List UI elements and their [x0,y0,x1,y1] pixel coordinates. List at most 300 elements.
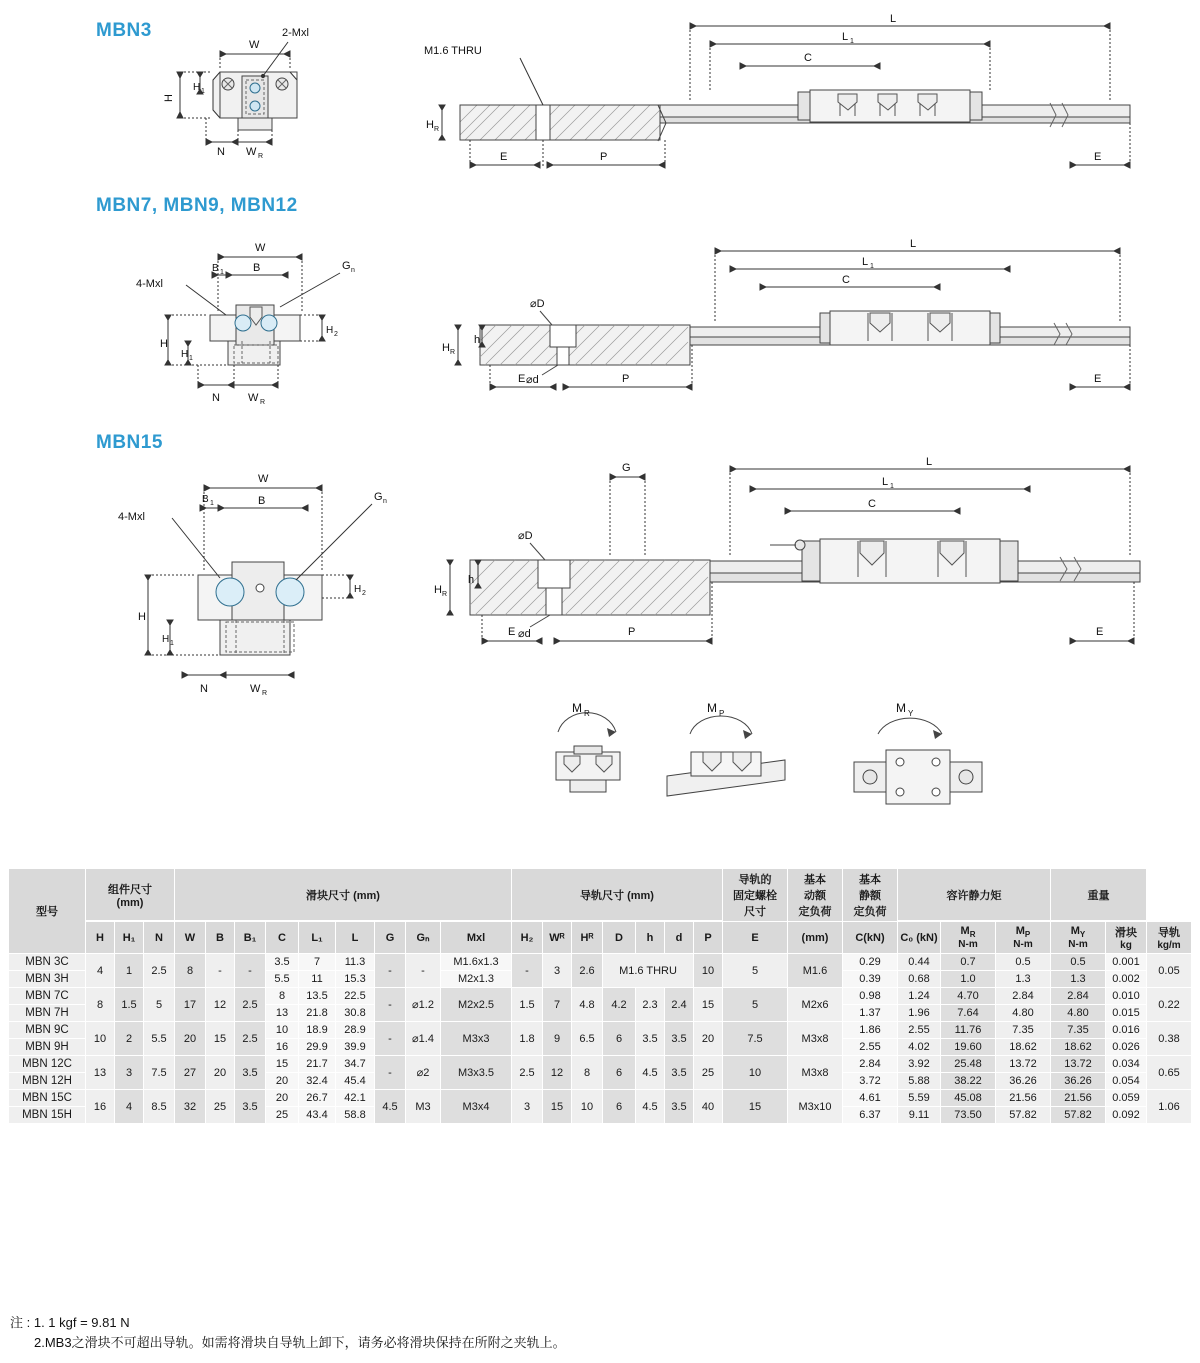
svg-text:E: E [1094,151,1102,163]
svg-text:H: H [138,611,146,623]
label-m16-thru: M1.6 THRU [424,45,482,57]
label-4mxl: 4-Mxl [136,278,163,290]
svg-text:H: H [442,342,450,354]
cell-L: 30.8 [336,1005,375,1022]
cell-Gn: ⌀1.4 [406,1022,441,1056]
cell-C: 15 [266,1056,299,1073]
cell-N: 5.5 [144,1022,175,1056]
cell-L1: 32.4 [299,1073,336,1090]
cell-model: MBN 15H [9,1107,86,1124]
svg-text:⌀D: ⌀D [518,530,533,542]
cell-Gn: - [406,954,441,988]
svg-text:L: L [926,456,933,468]
cell-c0-kn: 1.24 [898,988,941,1005]
cell-model: MBN 15C [9,1090,86,1107]
note-line-1: 注 : 1. 1 kgf = 9.81 N [10,1315,130,1330]
cell-bolt: M1.6 [788,954,843,988]
cell-HR: 8 [572,1056,603,1090]
svg-text:L: L [862,256,869,268]
svg-text:B: B [212,263,219,274]
col-d: d [665,922,694,954]
svg-text:B: B [258,495,266,507]
cell-model: MBN 7H [9,1005,86,1022]
cell-my: 0.5 [1051,954,1106,971]
cell-mr: 19.60 [941,1039,996,1056]
svg-text:H: H [326,325,334,336]
cell-B: 20 [206,1056,235,1090]
diagram-moment-my [830,690,1010,820]
cell-mp: 57.82 [996,1107,1051,1124]
cell-c-kn: 1.37 [843,1005,898,1022]
col-Gn: Gₙ [406,922,441,954]
cell-C: 25 [266,1107,299,1124]
note-line-2: 2.MB3之滑块不可超出导轨。如需将滑块自导轨上卸下，请务必将滑块保持在所附之夹轨上。 [34,1335,566,1350]
cell-c0-kn: 3.92 [898,1056,941,1073]
cell-c-kn: 4.61 [843,1090,898,1107]
cell-W: 8 [175,954,206,988]
cell-my: 36.26 [1051,1073,1106,1090]
svg-text:M: M [572,701,582,715]
cell-N: 7.5 [144,1056,175,1090]
cell-H2: 3 [512,1090,543,1124]
cell-my: 1.3 [1051,971,1106,988]
cell-L1: 43.4 [299,1107,336,1124]
cell-bolt: M3x8 [788,1056,843,1090]
cell-L1: 7 [299,954,336,971]
cell-L: 39.9 [336,1039,375,1056]
svg-text:H: H [162,634,170,645]
cell-WR: 9 [543,1022,572,1056]
cell-Mxl: M3x3 [441,1022,512,1056]
svg-text:E: E [508,626,516,638]
svg-text:H: H [434,584,442,596]
cell-C: 3.5 [266,954,299,971]
cell-D: 4.2 [603,988,636,1022]
cell-H2: 1.5 [512,988,543,1022]
svg-text:1: 1 [850,38,854,45]
svg-text:W: W [248,392,259,404]
cell-mr: 73.50 [941,1107,996,1124]
section-title-mbn3: MBN3 [96,20,152,41]
svg-text:n: n [351,267,355,274]
cell-c-kn: 6.37 [843,1107,898,1124]
svg-text:H: H [160,338,168,350]
label-2mxl: 2-Mxl [282,27,309,39]
cell-my: 2.84 [1051,988,1106,1005]
cell-model: MBN 12H [9,1073,86,1090]
col-HR: Hᴿ [572,922,603,954]
cell-mr: 1.0 [941,971,996,988]
svg-text:H: H [163,94,175,102]
table-header-row-1 [9,869,1192,921]
svg-text:C: C [868,498,876,510]
svg-text:R: R [262,690,268,697]
cell-bolt: M3x10 [788,1090,843,1124]
cell-H: 16 [86,1090,115,1124]
cell-block-weight: 0.001 [1106,954,1147,971]
notes-block [10,1313,566,1353]
cell-c0-kn: 1.96 [898,1005,941,1022]
svg-text:B: B [253,262,261,274]
col-h: h [636,922,665,954]
col-H: H [86,922,115,954]
svg-text:h: h [468,574,475,586]
cell-B1: 2.5 [235,988,266,1022]
cell-E: 5 [723,954,788,988]
cell-my: 13.72 [1051,1056,1106,1073]
cell-rail-weight: 1.06 [1147,1090,1192,1124]
cell-L1: 18.9 [299,1022,336,1039]
label-w: W [249,39,260,51]
cell-my: 21.56 [1051,1090,1106,1107]
diagram-moment-mr [520,690,660,820]
cell-block-weight: 0.016 [1106,1022,1147,1039]
svg-text:N: N [200,683,208,695]
cell-L: 11.3 [336,954,375,971]
cell-HR: 2.6 [572,954,603,988]
cell-mp: 13.72 [996,1056,1051,1073]
drawing-mbn15-side-view [430,455,1160,675]
svg-text:W: W [246,146,257,158]
cell-bolt: M2x6 [788,988,843,1022]
svg-text:N: N [212,392,220,404]
svg-text:⌀d: ⌀d [518,628,531,640]
col-L: L [336,922,375,954]
cell-block-weight: 0.010 [1106,988,1147,1005]
cell-Mxl: M3x3.5 [441,1056,512,1090]
cell-P: 25 [694,1056,723,1090]
cell-L: 22.5 [336,988,375,1005]
svg-text:1: 1 [189,355,193,362]
cell-model: MBN 9H [9,1039,86,1056]
cell-H1: 2 [115,1022,144,1056]
col-W: W [175,922,206,954]
cell-rail-weight: 0.05 [1147,954,1192,988]
svg-text:W: W [258,473,269,485]
col-H2: H₂ [512,922,543,954]
cell-C: 10 [266,1022,299,1039]
svg-text:P: P [719,709,725,718]
cell-c-kn: 3.72 [843,1073,898,1090]
cell-my: 18.62 [1051,1039,1106,1056]
cell-c0-kn: 2.55 [898,1022,941,1039]
svg-text:2: 2 [334,331,338,338]
col-mr: $M_R$ N-m [941,922,996,954]
svg-text:1: 1 [210,500,214,507]
svg-text:N: N [217,146,225,158]
svg-text:B: B [202,494,209,505]
svg-text:M: M [896,701,906,715]
table-row [9,1090,1192,1107]
table-row [9,988,1192,1005]
header-weight: 重量 [1051,869,1147,921]
cell-d: 2.4 [665,988,694,1022]
svg-text:P: P [600,151,608,163]
cell-C: 5.5 [266,971,299,988]
svg-text:1: 1 [890,483,894,490]
cell-mp: 2.84 [996,988,1051,1005]
cell-model: MBN 9C [9,1022,86,1039]
cell-L: 34.7 [336,1056,375,1073]
cell-C: 8 [266,988,299,1005]
cell-E: 10 [723,1056,788,1090]
cell-rail-weight: 0.22 [1147,988,1192,1022]
cell-mp: 36.26 [996,1073,1051,1090]
cell-c0-kn: 0.68 [898,971,941,988]
cell-P: 20 [694,1022,723,1056]
cell-B1: - [235,954,266,988]
svg-text:Y: Y [908,709,914,718]
cell-L1: 29.9 [299,1039,336,1056]
spec-table-wrapper [8,868,1192,1124]
svg-text:C: C [804,52,812,64]
cell-my: 57.82 [1051,1107,1106,1124]
cell-G: - [375,1056,406,1090]
cell-model: MBN 3C [9,954,86,971]
svg-text:h: h [474,334,481,346]
cell-H1: 3 [115,1056,144,1090]
cell-G: - [375,988,406,1022]
cell-WR: 15 [543,1090,572,1124]
cell-rail-weight: 0.65 [1147,1056,1192,1090]
svg-text:R: R [584,709,590,718]
svg-text:R: R [442,591,448,598]
svg-text:G: G [374,491,383,503]
header-rail-dim: 导轨尺寸 (mm) [512,869,723,921]
cell-Gn: ⌀1.2 [406,988,441,1022]
svg-text:L: L [882,476,889,488]
svg-text:H: H [354,584,362,595]
cell-mp: 0.5 [996,954,1051,971]
svg-text:1: 1 [220,269,224,276]
cell-HR: 6.5 [572,1022,603,1056]
col-my: $M_Y$ N-m [1051,922,1106,954]
cell-block-weight: 0.015 [1106,1005,1147,1022]
cell-B: 12 [206,988,235,1022]
svg-text:P: P [622,373,630,385]
cell-block-weight: 0.092 [1106,1107,1147,1124]
header-block-dim: 滑块尺寸 (mm) [175,869,512,921]
cell-L1: 21.8 [299,1005,336,1022]
cell-B: 15 [206,1022,235,1056]
cell-L1: 26.7 [299,1090,336,1107]
cell-B: - [206,954,235,988]
cell-C: 16 [266,1039,299,1056]
svg-text:E: E [1094,373,1102,385]
svg-text:E: E [1096,626,1104,638]
cell-HR: 10 [572,1090,603,1124]
col-bolt-unit: (mm) [788,922,843,954]
drawing-mbn3-cross-section [160,14,380,174]
svg-text:C: C [842,274,850,286]
cell-mp: 21.56 [996,1090,1051,1107]
col-L1: L₁ [299,922,336,954]
cell-P: 40 [694,1090,723,1124]
svg-text:4-Mxl: 4-Mxl [118,511,145,523]
cell-H: 8 [86,988,115,1022]
cell-W: 32 [175,1090,206,1124]
cell-C: 20 [266,1090,299,1107]
drawing-mbn7-side-view [430,235,1150,405]
cell-mp: 18.62 [996,1039,1051,1056]
cell-c-kn: 2.84 [843,1056,898,1073]
cell-N: 8.5 [144,1090,175,1124]
cell-d: 3.5 [665,1090,694,1124]
cell-mr: 11.76 [941,1022,996,1039]
svg-text:G: G [622,462,631,474]
svg-text:2: 2 [362,590,366,597]
cell-c0-kn: 5.88 [898,1073,941,1090]
cell-G: - [375,954,406,988]
svg-text:W: W [250,683,261,695]
drawing-mbn7-cross-section [130,235,390,405]
svg-text:H: H [181,349,189,360]
cell-B1: 3.5 [235,1056,266,1090]
cell-mr: 0.7 [941,954,996,971]
cell-L1: 11 [299,971,336,988]
cell-block-weight: 0.002 [1106,971,1147,988]
cell-c0-kn: 4.02 [898,1039,941,1056]
cell-block-weight: 0.059 [1106,1090,1147,1107]
drawing-mbn15-cross-section [110,470,410,697]
header-model: 型号 [9,869,86,954]
header-moment: 容许静力矩 [898,869,1051,921]
cell-mr: 45.08 [941,1090,996,1107]
cell-B: 25 [206,1090,235,1124]
cell-D: M1.6 THRU [603,954,694,988]
cell-Gn: ⌀2 [406,1056,441,1090]
cell-H1: 4 [115,1090,144,1124]
table-row [9,1056,1192,1073]
cell-block-weight: 0.054 [1106,1073,1147,1090]
svg-text:1: 1 [170,640,174,647]
cell-L1: 13.5 [299,988,336,1005]
svg-text:n: n [383,498,387,505]
col-Mxl: Mxl [441,922,512,954]
cell-model: MBN 7C [9,988,86,1005]
cell-my: 4.80 [1051,1005,1106,1022]
col-D: D [603,922,636,954]
header-assembly-dim [86,869,175,921]
cell-mr: 4.70 [941,988,996,1005]
svg-text:H: H [426,119,434,131]
cell-mp: 1.3 [996,971,1051,988]
col-C: C [266,922,299,954]
table-header-row-3 [9,922,1192,954]
cell-h: 4.5 [636,1056,665,1090]
cell-H: 4 [86,954,115,988]
cell-P: 10 [694,954,723,988]
table-row [9,954,1192,971]
cell-P: 15 [694,988,723,1022]
cell-D: 6 [603,1090,636,1124]
cell-D: 6 [603,1022,636,1056]
col-mp: $M_P$ N-m [996,922,1051,954]
cell-H1: 1 [115,954,144,988]
cell-C: 20 [266,1073,299,1090]
svg-text:R: R [434,126,440,133]
cell-mr: 38.22 [941,1073,996,1090]
svg-text:R: R [258,153,264,160]
cell-B1: 3.5 [235,1090,266,1124]
cell-W: 17 [175,988,206,1022]
svg-text:L: L [910,238,917,250]
svg-text:E: E [500,151,508,163]
col-c-kn: C(kN) [843,922,898,954]
cell-h: 2.3 [636,988,665,1022]
cell-H2: 2.5 [512,1056,543,1090]
cell-G: - [375,1022,406,1056]
cell-Gn: M3 [406,1090,441,1124]
cell-c-kn: 0.39 [843,971,898,988]
svg-text:⌀d: ⌀d [526,374,539,386]
svg-text:1: 1 [201,88,205,95]
cell-d: 3.5 [665,1022,694,1056]
cell-G: 4.5 [375,1090,406,1124]
svg-text:P: P [628,626,636,638]
cell-c-kn: 0.29 [843,954,898,971]
cell-c-kn: 1.86 [843,1022,898,1039]
cell-H2: 1.8 [512,1022,543,1056]
cell-L: 58.8 [336,1107,375,1124]
spec-table [8,868,1192,1124]
header-dynamic-load: 基本 动额 定负荷 [788,869,843,922]
cell-B1: 2.5 [235,1022,266,1056]
col-WR: Wᴿ [543,922,572,954]
cell-c0-kn: 5.59 [898,1090,941,1107]
cell-mr: 25.48 [941,1056,996,1073]
section-title-mbn15: MBN15 [96,432,163,453]
cell-my: 7.35 [1051,1022,1106,1039]
cell-block-weight: 0.026 [1106,1039,1147,1056]
header-assembly-dim-unit: (mm) [116,896,144,909]
cell-E: 7.5 [723,1022,788,1056]
cell-L: 45.4 [336,1073,375,1090]
cell-E: 5 [723,988,788,1022]
diagram-moment-mp [645,690,805,820]
cell-H: 13 [86,1056,115,1090]
svg-text:H: H [193,82,201,93]
cell-L1: 21.7 [299,1056,336,1073]
cell-c0-kn: 0.44 [898,954,941,971]
cell-W: 20 [175,1022,206,1056]
cell-H1: 1.5 [115,988,144,1022]
cell-WR: 12 [543,1056,572,1090]
cell-d: 3.5 [665,1056,694,1090]
cell-Mxl: M3x4 [441,1090,512,1124]
cell-D: 6 [603,1056,636,1090]
cell-L: 15.3 [336,971,375,988]
cell-c0-kn: 9.11 [898,1107,941,1124]
cell-mp: 7.35 [996,1022,1051,1039]
cell-model: MBN 3H [9,971,86,988]
col-c0-kn: C₀ (kN) [898,922,941,954]
cell-Mxl: M1.6x1.3 [441,954,512,971]
svg-text:L: L [890,13,897,25]
cell-C: 13 [266,1005,299,1022]
col-rail-weight: 导轨 kg/m [1147,922,1192,954]
section-title-mbn7-9-12: MBN7, MBN9, MBN12 [96,195,298,216]
cell-WR: 3 [543,954,572,988]
col-block-weight: 滑块 kg [1106,922,1147,954]
cell-H2: - [512,954,543,988]
cell-N: 2.5 [144,954,175,988]
header-rail-bolt: 导轨的 固定螺栓 尺寸 [723,869,788,922]
svg-text:G: G [342,260,351,272]
svg-text:R: R [260,399,266,406]
header-assembly-dim-line1: 组件尺寸 [108,883,152,896]
svg-text:1: 1 [870,263,874,270]
